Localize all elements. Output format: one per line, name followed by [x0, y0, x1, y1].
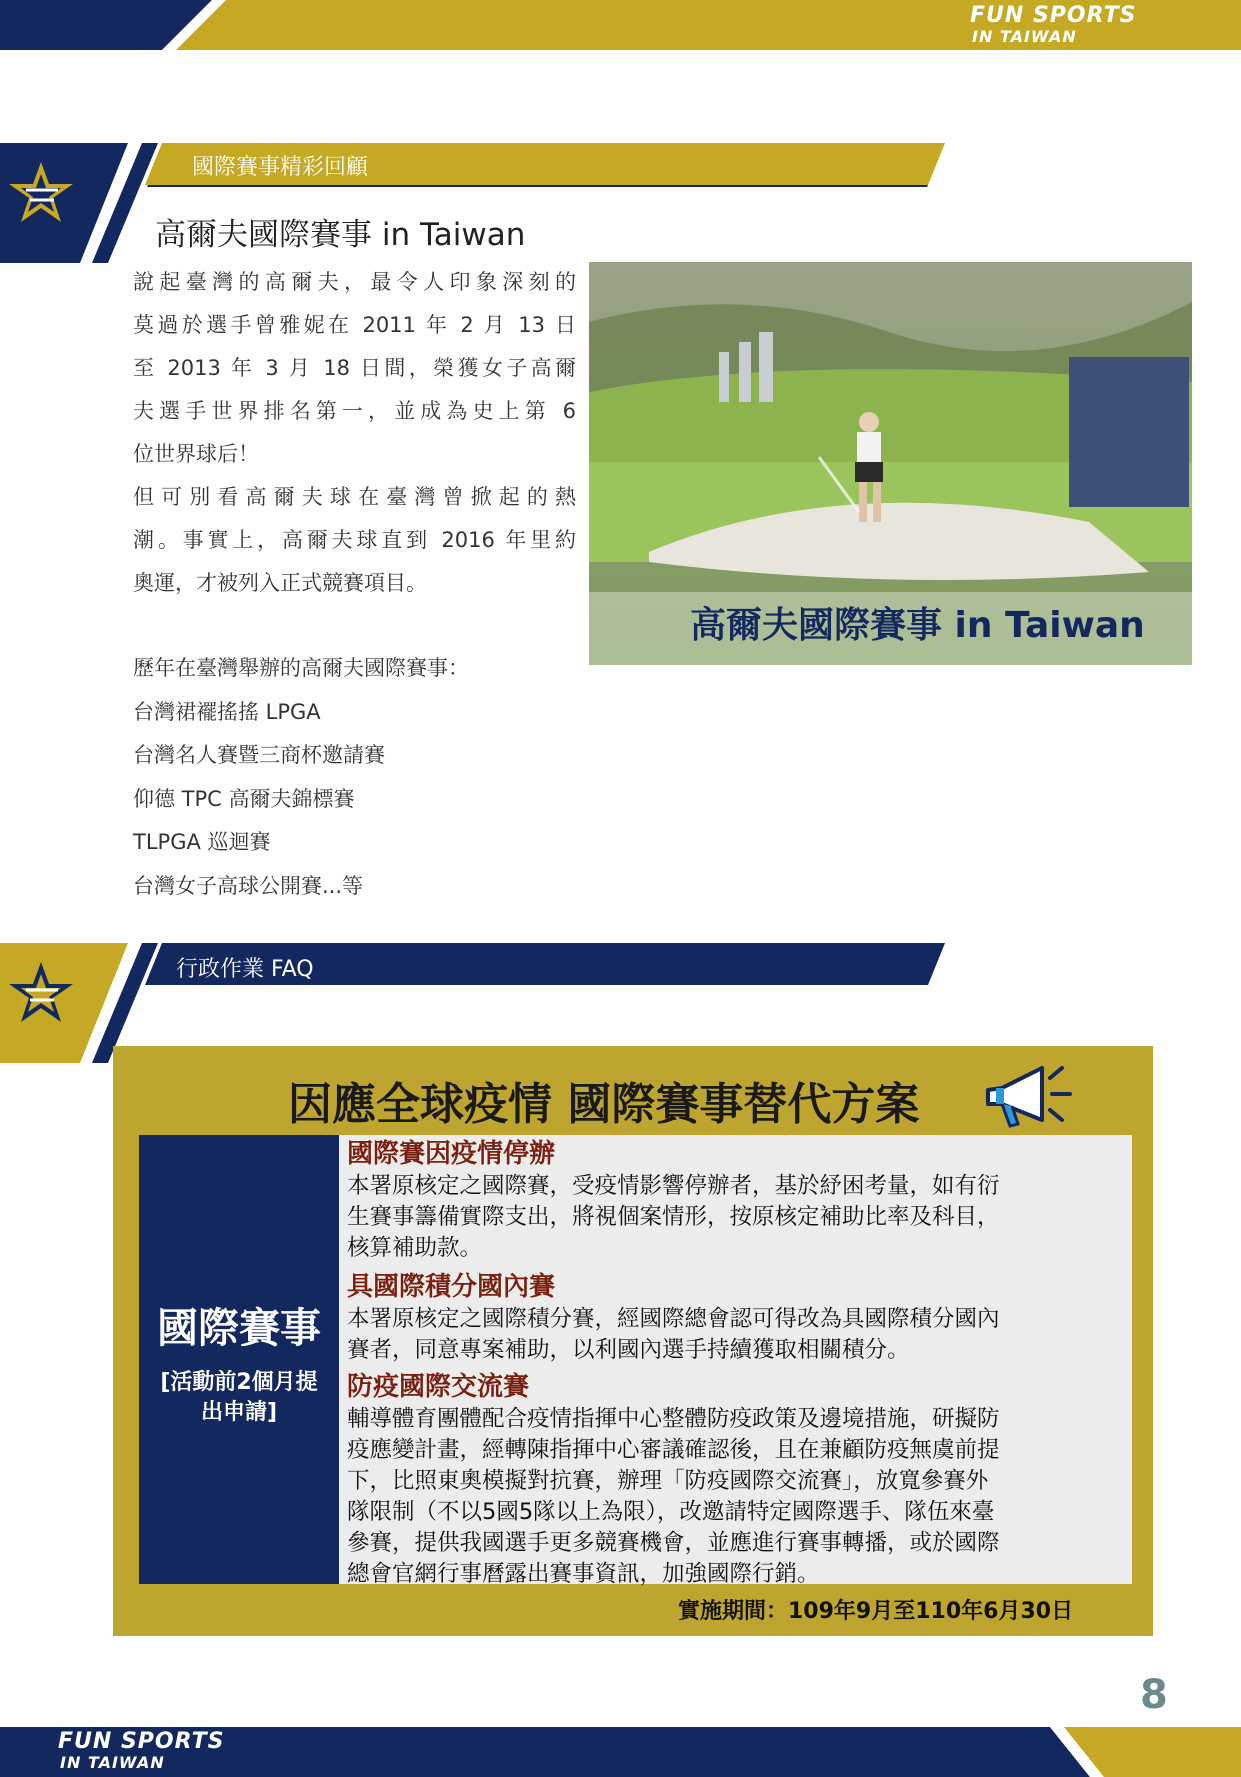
star-sport-logo-icon	[6, 160, 76, 230]
intro-paragraph	[133, 261, 576, 605]
faq-title: 因應全球疫情 國際賽事替代方案	[288, 1079, 920, 1130]
paragraph-line: 位世界球后！	[133, 442, 259, 466]
list-item: 台灣名人賽暨三商杯邀請賽	[133, 743, 385, 767]
paragraph-line: 但可別看高爾夫球在臺灣曾掀起的熱	[133, 485, 576, 509]
faq-item-2	[347, 1270, 1000, 1366]
implementation-period: 實施期間：109年9月至110年6月30日	[678, 1599, 1074, 1624]
list-title: 歷年在臺灣舉辦的高爾夫國際賽事：	[133, 656, 469, 680]
photo-caption: 高爾夫國際賽事 in Taiwan	[690, 605, 1145, 646]
megaphone-icon	[980, 1060, 1080, 1132]
list-item: 台灣女子高球公開賽...等	[133, 873, 364, 898]
brand-logo-bottom: FUN SPORTS IN TAIWAN	[58, 1729, 225, 1772]
left-category-title: 國際賽事	[157, 1304, 321, 1352]
golf-events-list	[133, 647, 469, 908]
section-label-highlights: 國際賽事精彩回顧	[192, 155, 369, 180]
faq-item-body: 本署原核定之國際賽，受疫情影響停辦者，基於紓困考量，如有衍 生賽事籌備實際支出，將視個案情形，按原核定補助比率及科目， 核算補助款。	[347, 1173, 1000, 1261]
left-category-box	[139, 1135, 339, 1584]
list-item: 台灣裙襬搖搖 LPGA	[133, 699, 321, 724]
page-number: 8	[1140, 1672, 1168, 1718]
paragraph-line: 說起臺灣的高爾夫，最令人印象深刻的	[133, 270, 576, 294]
faq-item-heading: 國際賽因疫情停辦	[347, 1139, 556, 1169]
faq-item-body: 本署原核定之國際積分賽，經國際總會認可得改為具國際積分國內 賽者，同意專案補助，以利國內選手持續獲取相關積分。	[347, 1306, 1000, 1363]
faq-item-3	[347, 1370, 1000, 1590]
list-item: 仰德 TPC 高爾夫錦標賽	[133, 786, 355, 811]
section-label-faq: 行政作業 FAQ	[176, 957, 314, 982]
paragraph-line: 潮。事實上，高爾夫球直到 2016 年里約	[133, 528, 576, 552]
section-heading-golf: 高爾夫國際賽事 in Taiwan	[155, 217, 526, 253]
faq-item-1	[347, 1137, 1000, 1264]
faq-item-body: 輔導體育團體配合疫情指揮中心整體防疫政策及邊境措施，研擬防 疫應變計畫，經轉陳指揮中心審議確認後，且在兼顧防疫無虞前提 下，比照東奧模擬對抗賽，辦理「防疫國際交流賽」，放寬參賽外 隊限制（不以5國5隊以上為限），改邀請特定國際選手、隊伍來臺 參賽，提供我國選手更多競賽機會，並應進行賽事轉播，或於國際 總會官網行事曆露出賽事資訊，加強國際行銷。	[347, 1406, 1000, 1587]
star-sport-logo-icon	[6, 960, 76, 1030]
brand-logo-top: FUN SPORTS IN TAIWAN	[970, 3, 1137, 46]
faq-item-heading: 防疫國際交流賽	[347, 1372, 530, 1402]
paragraph-line: 至 2013 年 3 月 18 日間，榮獲女子高爾	[133, 356, 576, 380]
faq-item-heading: 具國際積分國內賽	[347, 1272, 556, 1302]
paragraph-line: 奧運，才被列入正式競賽項目。	[133, 571, 427, 595]
paragraph-line: 夫選手世界排名第一，並成為史上第 6	[133, 399, 576, 423]
left-category-note: [活動前2個月提 出申請]	[160, 1370, 318, 1425]
list-item: TLPGA 巡迴賽	[133, 830, 271, 854]
paragraph-line: 莫過於選手曾雅妮在 2011 年 2 月 13 日	[133, 313, 576, 337]
